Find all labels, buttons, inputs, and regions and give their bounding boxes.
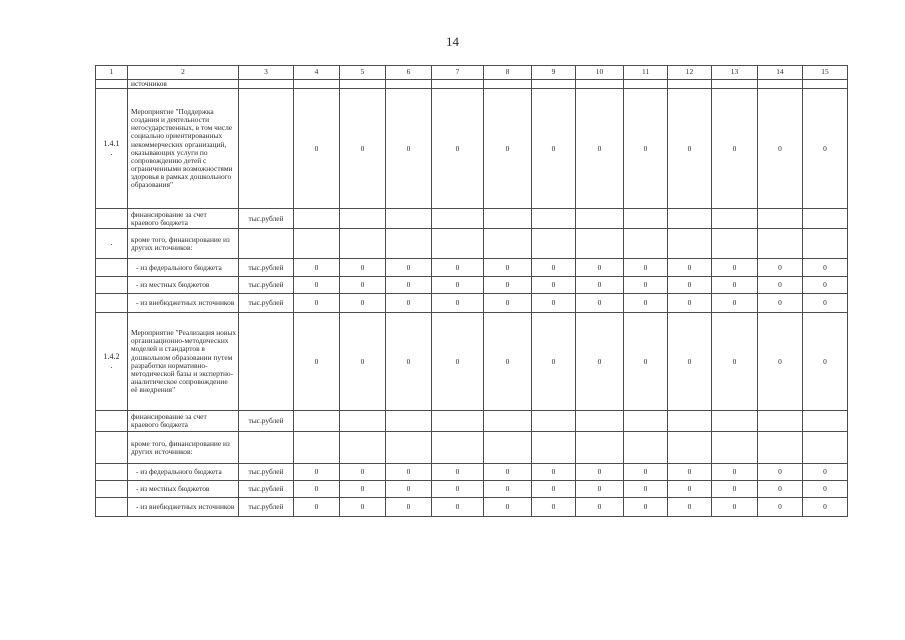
value-cell: 0	[624, 259, 668, 277]
value-cell: 0	[432, 498, 484, 517]
row-code: 1.4.1 .	[96, 89, 128, 209]
row-description: кроме того, финансирование из других источников:	[128, 432, 239, 464]
value-cell	[576, 411, 624, 432]
value-cell: 0	[340, 313, 386, 411]
row-unit: тыс.рублей	[239, 294, 294, 313]
value-cell: 0	[340, 498, 386, 517]
value-cell: 0	[340, 277, 386, 294]
value-cell	[340, 209, 386, 229]
value-cell: 0	[712, 464, 758, 481]
header-cell: 5	[340, 66, 386, 80]
value-cell: 0	[758, 259, 803, 277]
value-cell: 0	[624, 464, 668, 481]
code-cell	[96, 80, 128, 89]
value-cell	[576, 229, 624, 259]
value-cell: 0	[624, 294, 668, 313]
value-cell: 0	[758, 464, 803, 481]
value-cell	[668, 411, 712, 432]
value-cell: 0	[576, 294, 624, 313]
table-row	[96, 277, 848, 294]
value-cell: 0	[532, 277, 576, 294]
table-row	[96, 498, 848, 517]
value-cell	[758, 411, 803, 432]
value-cell	[668, 229, 712, 259]
value-cell: 0	[668, 313, 712, 411]
value-cell: 0	[340, 464, 386, 481]
value-cell	[484, 209, 532, 229]
page-number: 14	[446, 34, 459, 49]
value-cell	[294, 229, 340, 259]
value-cell	[532, 411, 576, 432]
value-cell	[432, 209, 484, 229]
value-cell: 0	[668, 498, 712, 517]
value-cell: 0	[712, 481, 758, 498]
value-cell	[386, 229, 432, 259]
value-cell	[712, 229, 758, 259]
value-cell: 0	[484, 89, 532, 209]
value-cell: 0	[294, 464, 340, 481]
value-cell: 0	[758, 277, 803, 294]
row-description: - из федерального бюджета	[128, 259, 239, 277]
value-cell	[294, 411, 340, 432]
table-row	[96, 209, 848, 229]
value-cell: 0	[624, 313, 668, 411]
value-cell: 0	[484, 313, 532, 411]
value-cell	[484, 411, 532, 432]
header-cell: 12	[668, 66, 712, 80]
value-cell: 0	[294, 498, 340, 517]
value-cell: 0	[668, 481, 712, 498]
header-cell: 10	[576, 66, 624, 80]
row-code	[96, 209, 128, 229]
header-cell: 3	[239, 66, 294, 80]
value-cell: 0	[668, 277, 712, 294]
value-cell: 0	[340, 481, 386, 498]
unit-cell	[239, 80, 294, 89]
value-cell	[712, 209, 758, 229]
value-cell	[432, 229, 484, 259]
value-cell: 0	[340, 294, 386, 313]
value-cell: 0	[386, 294, 432, 313]
value-cell: 0	[294, 89, 340, 209]
table-row	[96, 89, 848, 209]
value-cell: 0	[532, 89, 576, 209]
table-row	[96, 294, 848, 313]
value-cell	[532, 432, 576, 464]
value-cell: 0	[712, 277, 758, 294]
table-row	[96, 229, 848, 259]
value-cell: 0	[532, 498, 576, 517]
header-cell: 2	[128, 66, 239, 80]
value-cell: 0	[712, 259, 758, 277]
row-unit: тыс.рублей	[239, 277, 294, 294]
value-cell	[668, 209, 712, 229]
value-cell: 0	[803, 277, 848, 294]
value-cell: 0	[576, 481, 624, 498]
value-cell: 0	[803, 481, 848, 498]
row-description: - из внебюджетных источников	[128, 294, 239, 313]
value-cell: 0	[624, 277, 668, 294]
table-row	[96, 481, 848, 498]
continuation-row	[96, 80, 848, 89]
value-cell: 0	[386, 464, 432, 481]
value-cell: 0	[294, 259, 340, 277]
value-cell: 0	[712, 89, 758, 209]
table-row	[96, 259, 848, 277]
value-cell: 0	[668, 294, 712, 313]
value-cell: 0	[340, 89, 386, 209]
row-code: 1.4.2 .	[96, 313, 128, 411]
value-cell	[576, 209, 624, 229]
value-cell	[712, 432, 758, 464]
value-cell: 0	[576, 277, 624, 294]
value-cell	[758, 209, 803, 229]
value-cell: 0	[712, 498, 758, 517]
row-code	[96, 277, 128, 294]
value-cell: 0	[758, 294, 803, 313]
value-cell: 0	[294, 481, 340, 498]
value-cell: 0	[803, 294, 848, 313]
row-description: финансирование за счет краевого бюджета	[128, 209, 239, 229]
value-cell: 0	[532, 313, 576, 411]
value-cell: 0	[758, 89, 803, 209]
value-cell: 0	[576, 313, 624, 411]
value-cell: 0	[803, 313, 848, 411]
value-cell	[712, 411, 758, 432]
header-row	[96, 66, 848, 80]
value-cell	[532, 209, 576, 229]
value-cell: 0	[712, 313, 758, 411]
row-unit: тыс.рублей	[239, 411, 294, 432]
value-cell	[576, 432, 624, 464]
value-cell	[532, 229, 576, 259]
value-cell	[340, 229, 386, 259]
value-cell: 0	[484, 277, 532, 294]
header-cell: 1	[96, 66, 128, 80]
value-cell: 0	[803, 89, 848, 209]
row-unit	[239, 432, 294, 464]
row-unit: тыс.рублей	[239, 209, 294, 229]
row-unit	[239, 229, 294, 259]
value-cell: 0	[432, 313, 484, 411]
row-code	[96, 294, 128, 313]
value-cell	[294, 209, 340, 229]
value-cell: 0	[386, 89, 432, 209]
budget-table	[95, 65, 848, 517]
row-code	[96, 464, 128, 481]
value-cell	[624, 411, 668, 432]
value-cell: 0	[758, 313, 803, 411]
row-description: - из федерального бюджета	[128, 464, 239, 481]
row-code	[96, 411, 128, 432]
row-unit: тыс.рублей	[239, 259, 294, 277]
header-cell: 7	[432, 66, 484, 80]
value-cell	[294, 432, 340, 464]
value-cell	[758, 432, 803, 464]
value-cell: 0	[576, 498, 624, 517]
table-row	[96, 464, 848, 481]
row-code: .	[96, 229, 128, 259]
table-row	[96, 411, 848, 432]
value-cell	[432, 411, 484, 432]
value-cell: 0	[484, 498, 532, 517]
row-unit	[239, 313, 294, 411]
value-cell: 0	[576, 89, 624, 209]
header-cell: 14	[758, 66, 803, 80]
value-cell	[624, 229, 668, 259]
row-code	[96, 498, 128, 517]
value-cell: 0	[432, 277, 484, 294]
value-cell: 0	[432, 89, 484, 209]
row-description: кроме того, финансирование из других источников:	[128, 229, 239, 259]
value-cell	[340, 411, 386, 432]
value-cell	[803, 432, 848, 464]
row-code	[96, 481, 128, 498]
value-cell	[803, 209, 848, 229]
value-cell	[386, 411, 432, 432]
value-cell: 0	[576, 259, 624, 277]
value-cell	[624, 209, 668, 229]
header-cell: 8	[484, 66, 532, 80]
value-cell: 0	[432, 481, 484, 498]
header-cell: 11	[624, 66, 668, 80]
value-cell: 0	[340, 259, 386, 277]
table-row	[96, 432, 848, 464]
row-unit	[239, 89, 294, 209]
row-description: Мероприятие "Реализация новых организационно-методических моделей и стандартов в дошкольном образовании путем разработки нормативно-методической базы и экспертно-аналитическое сопровождение её внедрения"	[128, 313, 239, 411]
value-cell: 0	[386, 259, 432, 277]
value-cell: 0	[432, 464, 484, 481]
value-cell: 0	[624, 498, 668, 517]
value-cell: 0	[803, 464, 848, 481]
value-cell	[803, 411, 848, 432]
row-description: - из местных бюджетов	[128, 481, 239, 498]
value-cell: 0	[668, 259, 712, 277]
value-cell	[624, 432, 668, 464]
value-cell: 0	[386, 481, 432, 498]
value-cell	[432, 432, 484, 464]
value-cell	[803, 229, 848, 259]
value-cell: 0	[668, 464, 712, 481]
header-cell: 6	[386, 66, 432, 80]
value-cell: 0	[484, 294, 532, 313]
value-cell: 0	[432, 294, 484, 313]
value-cell: 0	[803, 259, 848, 277]
row-description: финансирование за счет краевого бюджета	[128, 411, 239, 432]
value-cell: 0	[803, 498, 848, 517]
row-unit: тыс.рублей	[239, 464, 294, 481]
row-code	[96, 259, 128, 277]
value-cell: 0	[386, 313, 432, 411]
value-cell: 0	[432, 259, 484, 277]
value-cell: 0	[532, 464, 576, 481]
value-cell	[340, 432, 386, 464]
row-unit: тыс.рублей	[239, 498, 294, 517]
value-cell: 0	[386, 498, 432, 517]
header-cell: 9	[532, 66, 576, 80]
value-cell	[484, 432, 532, 464]
value-cell	[386, 209, 432, 229]
header-cell: 13	[712, 66, 758, 80]
value-cell: 0	[484, 464, 532, 481]
row-code	[96, 432, 128, 464]
value-cell: 0	[294, 294, 340, 313]
value-cell: 0	[758, 498, 803, 517]
value-cell: 0	[758, 481, 803, 498]
header-cell: 15	[803, 66, 848, 80]
value-cell: 0	[668, 89, 712, 209]
value-cell	[758, 229, 803, 259]
value-cell: 0	[532, 481, 576, 498]
row-description: - из местных бюджетов	[128, 277, 239, 294]
value-cell: 0	[532, 259, 576, 277]
row-description: Мероприятие "Поддержка создания и деятельности негосударственных, в том числе социально ориентированных некоммерческих организаций, оказывающих услуги по сопровождению детей с ограниченными возможностями здоровья в рамках дошкольного образования"	[128, 89, 239, 209]
value-cell: 0	[484, 259, 532, 277]
value-cell	[668, 432, 712, 464]
value-cell: 0	[484, 481, 532, 498]
value-cell: 0	[532, 294, 576, 313]
continuation-text: источников	[128, 80, 239, 89]
value-cell: 0	[294, 277, 340, 294]
value-cell: 0	[624, 481, 668, 498]
value-cell	[484, 229, 532, 259]
value-cell: 0	[576, 464, 624, 481]
value-cell: 0	[624, 89, 668, 209]
header-cell: 4	[294, 66, 340, 80]
value-cell	[386, 432, 432, 464]
value-cell: 0	[294, 313, 340, 411]
value-cell: 0	[386, 277, 432, 294]
row-description: - из внебюджетных источников	[128, 498, 239, 517]
value-cell: 0	[712, 294, 758, 313]
table-row	[96, 313, 848, 411]
row-unit: тыс.рублей	[239, 481, 294, 498]
